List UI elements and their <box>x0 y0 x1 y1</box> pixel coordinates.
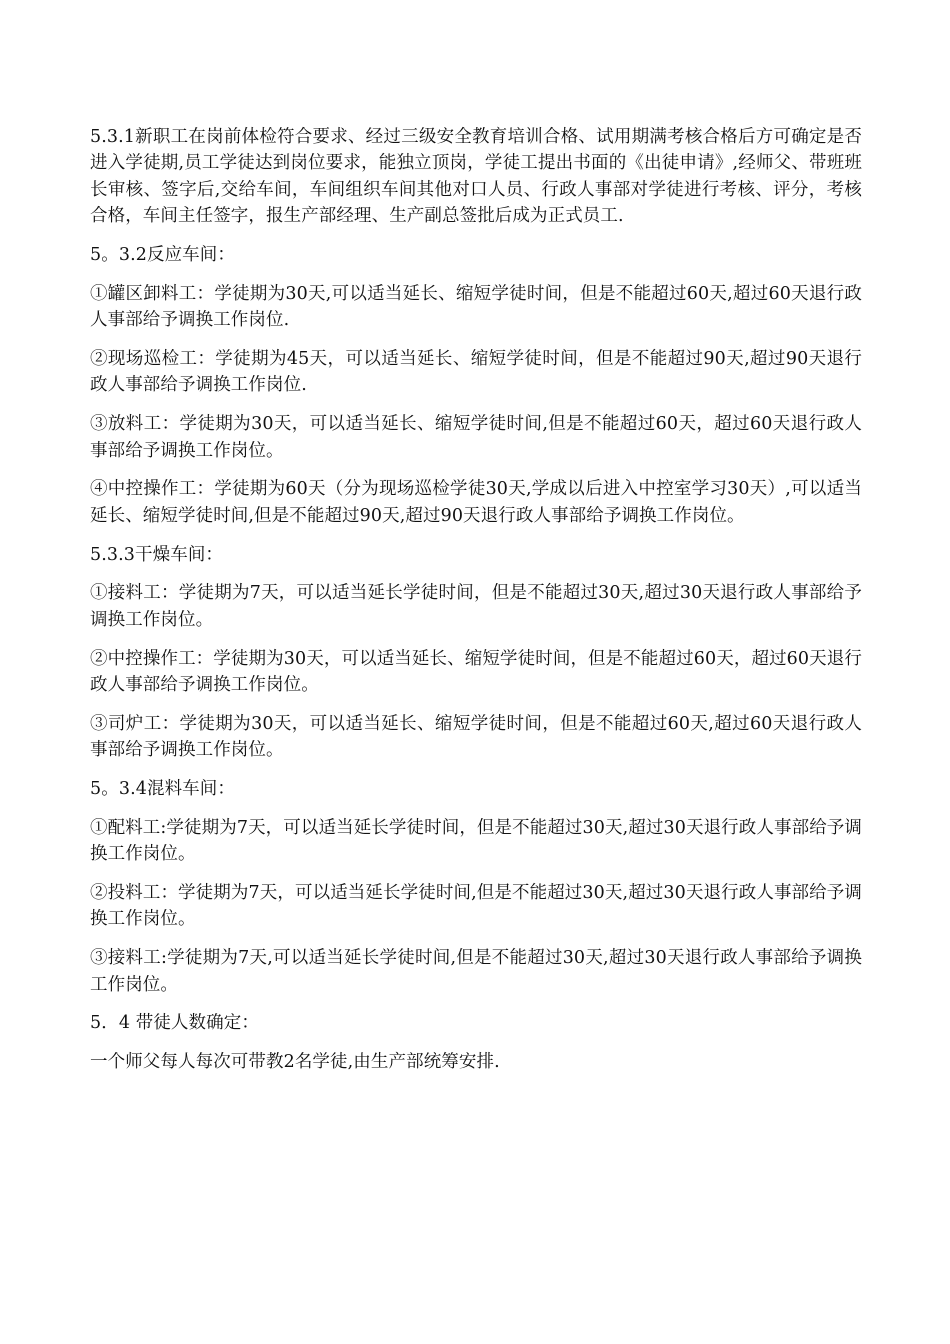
list-item-control-operator: ④中控操作工：学徒期为60天（分为现场巡检学徒30天,学成以后进入中控室学习30天）,可以适当延长、缩短学徒时间,但是不能超过90天,超过90天退行政人事部给予调换工作岗位。 <box>90 479 862 526</box>
list-item-discharge-worker: ③放料工：学徒期为30天，可以适当延长、缩短学徒时间,但是不能超过60天，超过60天退行政人事部给予调换工作岗位。 <box>90 414 862 461</box>
list-item-feeding-worker: ②投料工：学徒期为7天，可以适当延长学徒时间,但是不能超过30天,超过30天退行政人事部给予调换工作岗位。 <box>90 883 862 930</box>
heading-5-4-apprentice-count: 5．4 带徒人数确定： <box>90 1013 259 1034</box>
paragraph-5-3-1: 5.3.1新职工在岗前体检符合要求、经过三级安全教育培训合格、试用期满考核合格后方可确定是否进入学徒期,员工学徒达到岗位要求，能独立顶岗，学徒工提出书面的《出徒申请》,经师父、带班班长审核、签字后,交给车间，车间组织车间其他对口人员、行政人事部对学徒进行考核、评分，考核合格，车间主任签字，报生产部经理、生产副总签批后成为正式员工. <box>90 127 862 227</box>
list-item-batching-worker: ①配料工:学徒期为7天，可以适当延长学徒时间，但是不能超过30天,超过30天退行政人事部给予调换工作岗位。 <box>90 817 862 865</box>
list-item-drying-control-operator: ②中控操作工：学徒期为30天，可以适当延长、缩短学徒时间，但是不能超过60天，超过60天退行政人事部给予调换工作岗位。 <box>90 648 862 696</box>
list-item-field-inspector: ②现场巡检工：学徒期为45天，可以适当延长、缩短学徒时间，但是不能超过90天,超过90天退行政人事部给予调换工作岗位. <box>90 349 862 396</box>
list-item-mixing-receiving-worker: ③接料工:学徒期为7天,可以适当延长学徒时间,但是不能超过30天,超过30天退行政人事部给予调换工作岗位。 <box>90 948 862 995</box>
heading-5-3-2-reaction-workshop: 5。3.2反应车间： <box>90 245 235 266</box>
heading-5-3-3-drying-workshop: 5.3.3干燥车间： <box>90 544 224 565</box>
paragraph-5-4: 一个师父每人每次可带教2名学徒,由生产部统筹安排. <box>90 1052 500 1073</box>
list-item-receiving-worker: ①接料工：学徒期为7天，可以适当延长学徒时间，但是不能超过30天,超过30天退行政人事部给予调换工作岗位。 <box>90 583 862 630</box>
heading-5-3-4-mixing-workshop: 5。3.4混料车间： <box>90 779 235 800</box>
list-item-tank-unloader: ①罐区卸料工：学徒期为30天,可以适当延长、缩短学徒时间，但是不能超过60天,超过60天退行政人事部给予调换工作岗位. <box>90 283 862 331</box>
list-item-boiler-operator: ③司炉工：学徒期为30天，可以适当延长、缩短学徒时间，但是不能超过60天,超过60天退行政人事部给予调换工作岗位。 <box>90 713 862 761</box>
document-page <box>90 124 862 1088</box>
